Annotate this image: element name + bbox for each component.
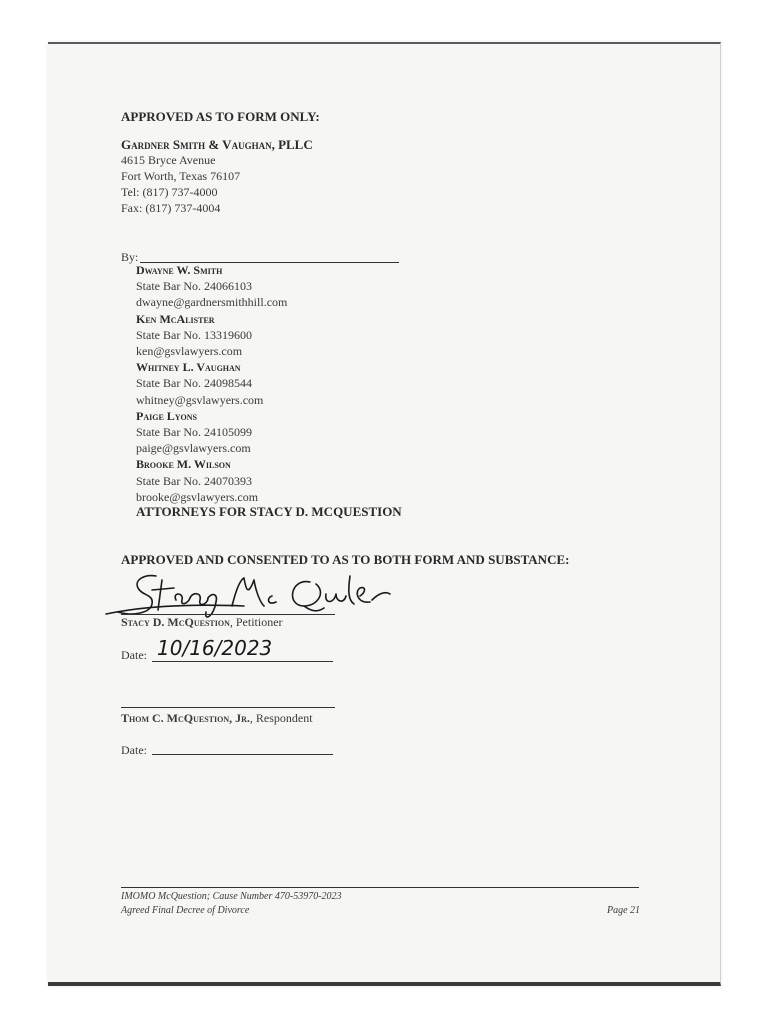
attorney-bar-number: State Bar No. 24066103 [136, 279, 252, 294]
firm-telephone: Tel: (817) 737-4000 [121, 185, 218, 199]
attorney-name: Paige Lyons [136, 408, 198, 423]
attorney-bar-number: State Bar No. 24098544 [136, 376, 252, 391]
form-approval-heading: APPROVED AS TO FORM ONLY: [121, 109, 320, 124]
footer-document-title: Agreed Final Decree of Divorce [121, 905, 250, 916]
respondent-name-line [121, 710, 313, 726]
footer-case-line: IMOMO McQuestion; Cause Number 470-53970-2023 [121, 891, 342, 902]
attorney-list [136, 262, 287, 505]
attorney-email: brooke@gsvlawyers.com [136, 489, 259, 504]
petitioner-role: , Petitioner [229, 615, 283, 629]
petitioner-name-line [121, 614, 283, 630]
respondent-date-label: Date: [121, 743, 147, 757]
footer-page-number: Page 21 [607, 905, 641, 916]
firm-name: Gardner Smith & Vaughan, PLLC [121, 137, 313, 152]
attorney-email: ken@gsvlawyers.com [136, 344, 243, 359]
consent-heading: APPROVED AND CONSENTED TO AS TO BOTH FORM AND SUBSTANCE: [121, 552, 570, 567]
attorney-bar-number: State Bar No. 24105099 [136, 425, 252, 440]
respondent-signature-line [121, 707, 335, 708]
attorney-bar-number: State Bar No. 24070393 [136, 473, 252, 488]
petitioner-date-handwritten: 10/16/2023 [157, 636, 273, 660]
attorney-email: paige@gsvlawyers.com [136, 441, 251, 456]
petitioner-name: Stacy D. McQuestion [121, 615, 230, 629]
attorney-name: Brooke M. Wilson [136, 457, 231, 472]
attorney-bar-number: State Bar No. 13319600 [136, 327, 252, 342]
petitioner-date-label: Date: [121, 648, 147, 662]
firm-address-line1: 4615 Bryce Avenue [121, 153, 216, 167]
by-label: By: [121, 250, 139, 264]
footer-rule [121, 887, 639, 888]
respondent-date-line [152, 754, 333, 755]
attorney-email: dwayne@gardnersmithhill.com [136, 295, 288, 310]
attorneys-for-label: ATTORNEYS FOR STACY D. MCQUESTION [136, 504, 402, 519]
firm-fax: Fax: (817) 737-4004 [121, 201, 221, 215]
firm-address-line2: Fort Worth, Texas 76107 [121, 169, 241, 183]
attorney-name: Ken McAlister [136, 311, 215, 326]
attorney-email: whitney@gsvlawyers.com [136, 392, 264, 407]
respondent-name: Thom C. McQuestion, Jr. [121, 711, 250, 725]
attorney-name: Whitney L. Vaughan [136, 360, 241, 375]
attorney-name: Dwayne W. Smith [136, 263, 223, 277]
petitioner-date-line [152, 661, 333, 662]
respondent-role: , Respondent [249, 711, 313, 725]
